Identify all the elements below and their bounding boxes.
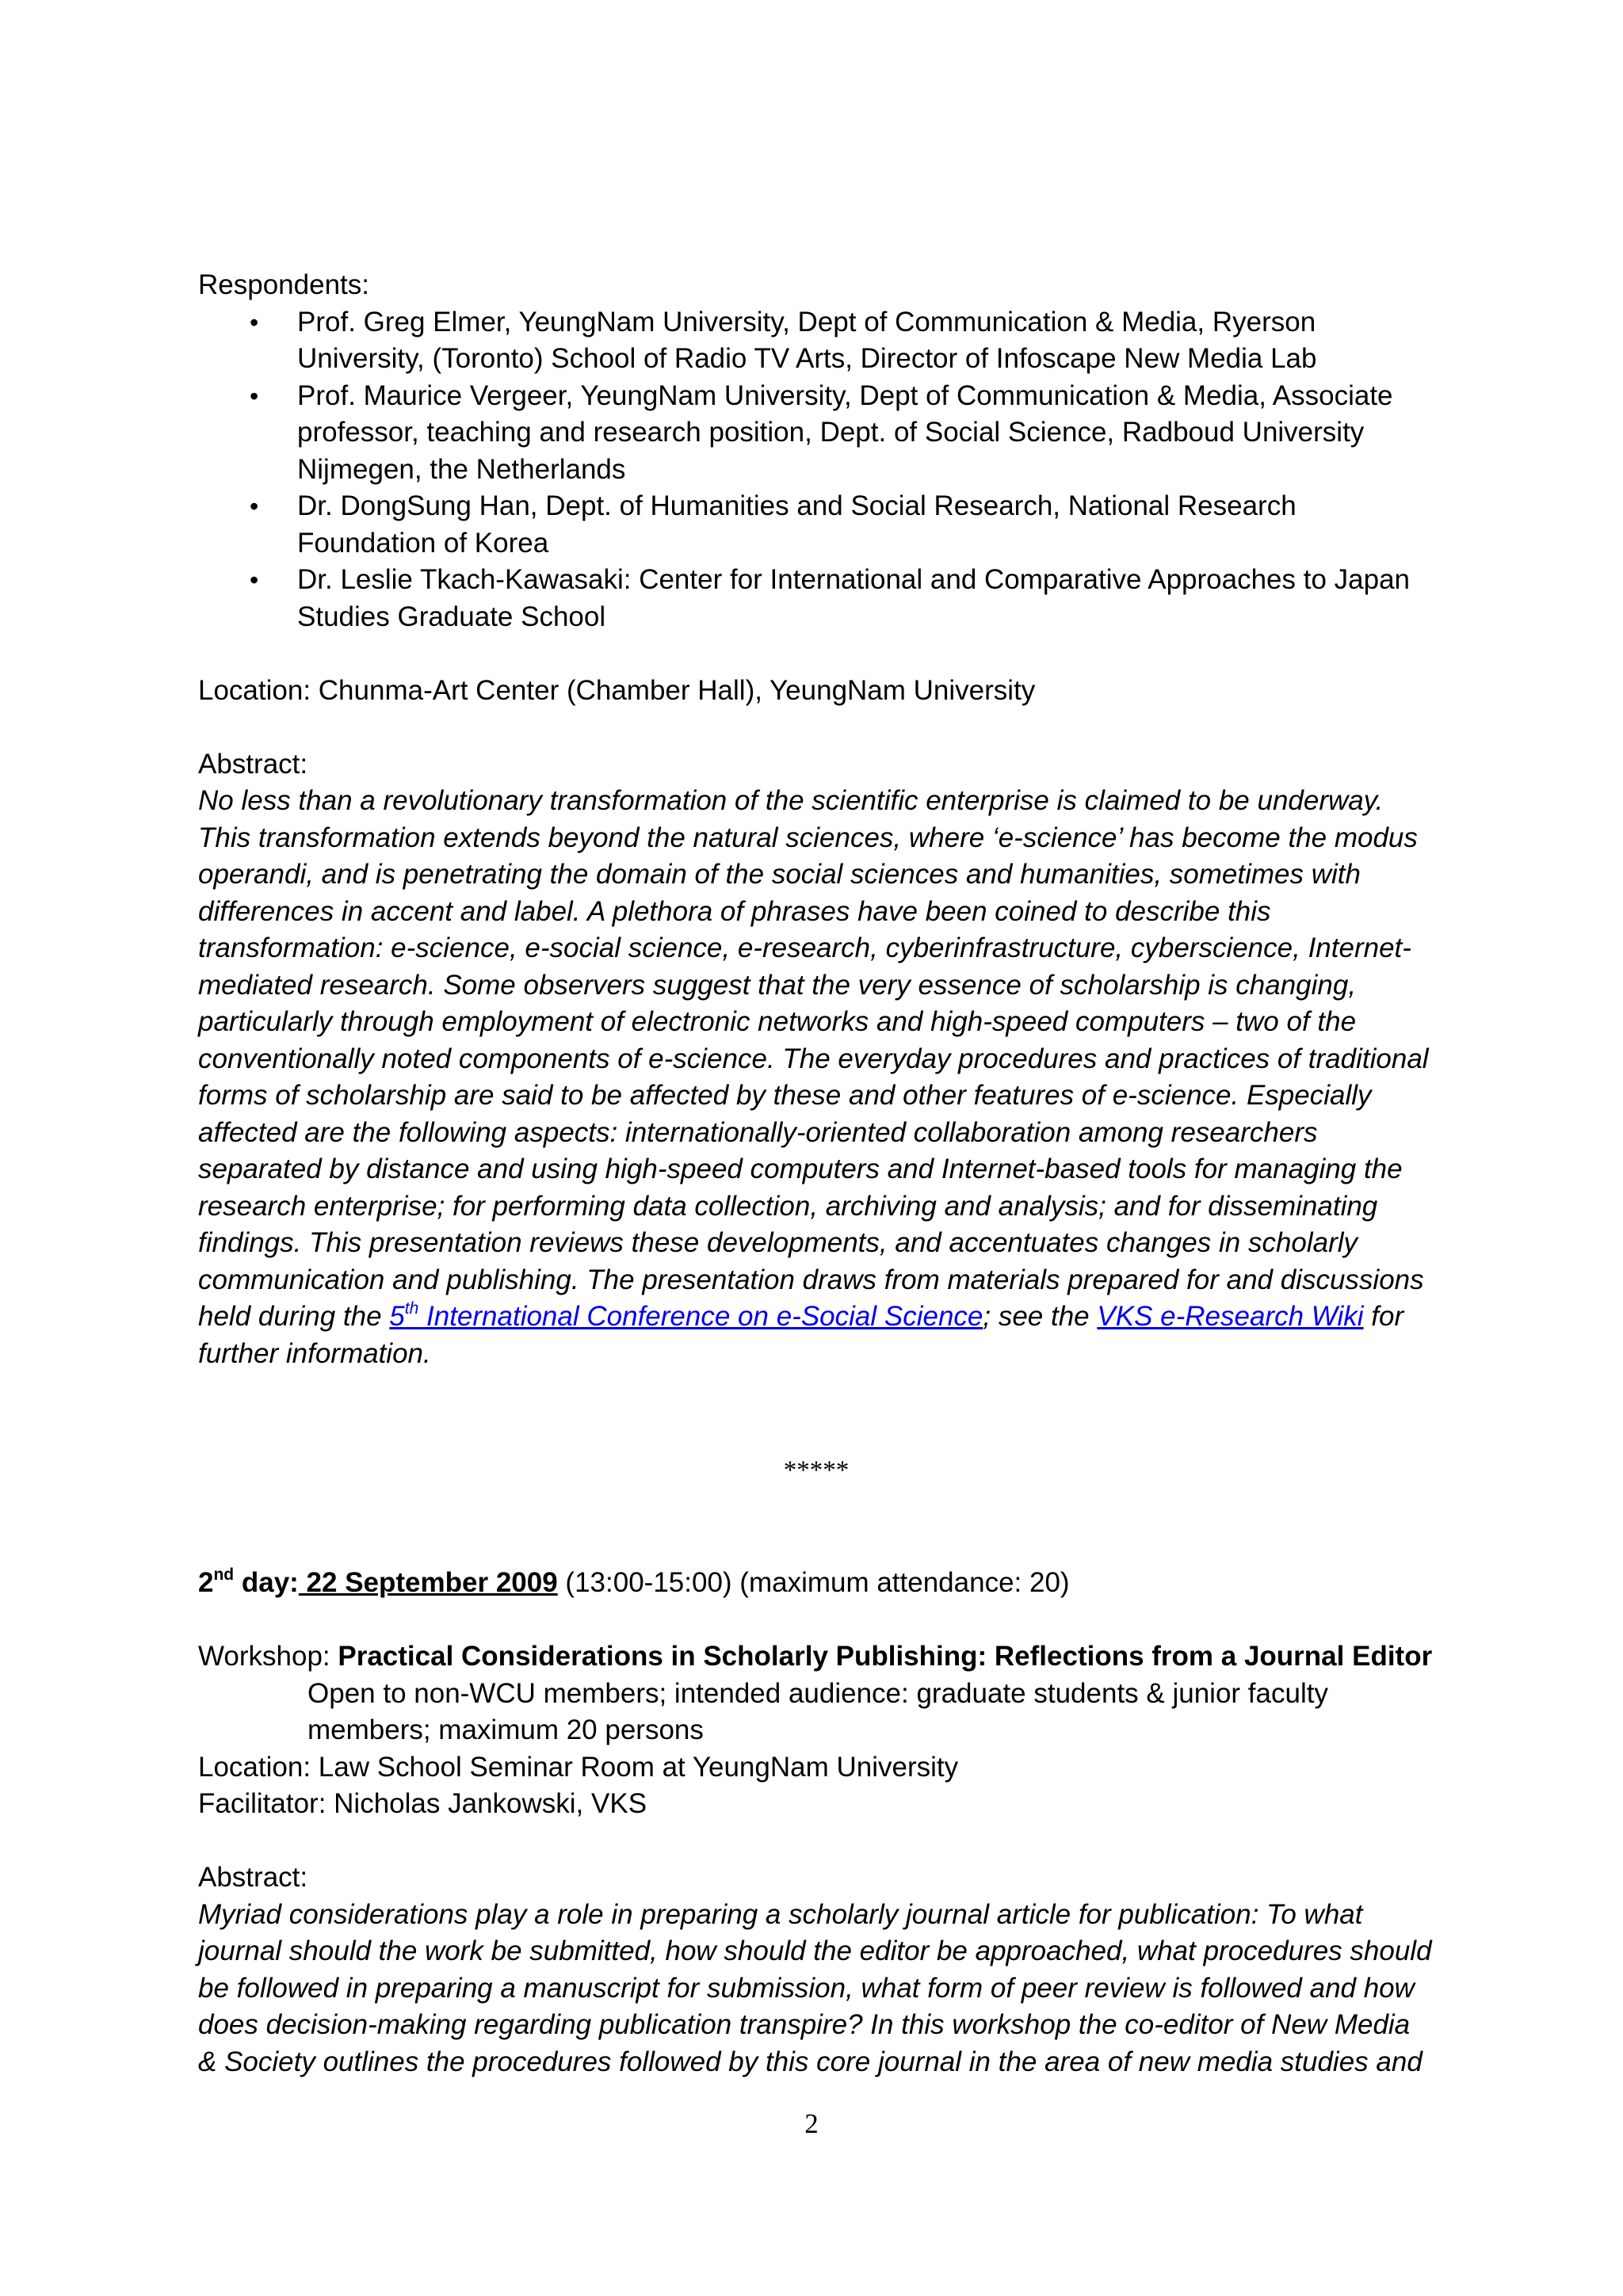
conference-link[interactable]: 5th International Conference on e-Social Science bbox=[389, 1299, 983, 1332]
abstract2-heading: Abstract: bbox=[198, 1862, 308, 1893]
workshop-note: Open to non-WCU members; intended audience: graduate students & junior faculty members; maximum 20 persons bbox=[307, 1677, 1328, 1745]
abstract-end-text: for further information. bbox=[198, 1301, 1404, 1369]
abstract-heading: Abstract: bbox=[198, 748, 308, 780]
respondent-item: • Prof. Greg Elmer, YeungNam University, Dept of Communication & Media, Ryerson University, (Toronto) School of Radio TV Arts, Director of Infoscape New Media Lab bbox=[198, 304, 1434, 378]
workshop-title: Practical Considerations in Scholarly Publishing: Reflections from a Journal Editor bbox=[338, 1641, 1433, 1672]
workshop-location: Location: Law School Seminar Room at YeungNam University bbox=[198, 1751, 959, 1783]
abstract2-body: Myriad considerations play a role in preparing a scholarly journal article for publication: To what journal should the work be submitted, how should the editor be approached, what procedures should be followed in preparing a manuscript for submission, what form of peer review is followed and how does decision-making regarding publication transpire? In this workshop the co-editor of New Media & Society outlines the procedures followed by this core journal in the area of new media studies and bbox=[198, 1898, 1432, 2077]
respondents-heading: Respondents: bbox=[198, 269, 369, 300]
wiki-link[interactable]: VKS e-Research Wiki bbox=[1097, 1301, 1364, 1332]
respondents-list bbox=[198, 304, 1434, 636]
day-time: (13:00-15:00) (maximum attendance: 20) bbox=[557, 1567, 1070, 1598]
abstract-mid-text: ; see the bbox=[983, 1301, 1098, 1332]
day-date: 22 September 2009 bbox=[298, 1567, 558, 1598]
respondent-item: • Dr. DongSung Han, Dept. of Humanities and Social Research, National Research Foundation of Korea bbox=[198, 488, 1434, 562]
document-page bbox=[198, 267, 1434, 2081]
respondent-item: • Dr. Leslie Tkach-Kawasaki: Center for International and Comparative Approaches to Japan Studies Graduate School bbox=[198, 562, 1434, 635]
section-separator: ***** bbox=[783, 1455, 850, 1485]
respondent-item: • Prof. Maurice Vergeer, YeungNam University, Dept of Communication & Media, Associate professor, teaching and research position, Dept. of Social Science, Radboud University Nijmegen, the Netherlands bbox=[198, 378, 1434, 489]
workshop-facilitator: Facilitator: Nicholas Jankowski, VKS bbox=[198, 1788, 647, 1819]
day-heading: 2nd day: 22 September 2009 (13:00-15:00) (maximum attendance: 20) bbox=[198, 1566, 1070, 1598]
location-text: Location: Chunma-Art Center (Chamber Hall), YeungNam University bbox=[198, 674, 1036, 706]
abstract-main-text: No less than a revolutionary transformation of the scientific enterprise is claimed to be underway. This transformation extends beyond the natural sciences, where ‘e-science’ has become the modus operandi, and is penetrating the domain of the social sciences and humanities, sometimes with differences in accent and label. A plethora of phrases have been coined to describe this transformation: e-science, e-social science, e-research, cyberinfrastructure, cyberscience, Internet-mediated research. Some observers suggest that the very essence of scholarship is changing, particularly through employment of electronic networks and high-speed computers – two of the conventionally noted components of e-science. The everyday procedures and practices of traditional forms of scholarship are said to be affected by these and other features of e-science. Especially affected are the following aspects: internationally-oriented collaboration among researchers separated by distance and using high-speed computers and Internet-based tools for managing the research enterprise; for performing data collection, archiving and analysis; and for disseminating findings. This presentation reviews these developments, and accentuates changes in scholarly communication and publishing. The presentation draws from materials prepared for and discussions held during the bbox=[198, 785, 1429, 1332]
page-number: 2 bbox=[804, 2108, 819, 2139]
workshop-title-line: Workshop: Practical Considerations in Scholarly Publishing: Reflections from a Journal Editor bbox=[198, 1641, 1433, 1672]
abstract-body bbox=[198, 783, 1434, 1372]
